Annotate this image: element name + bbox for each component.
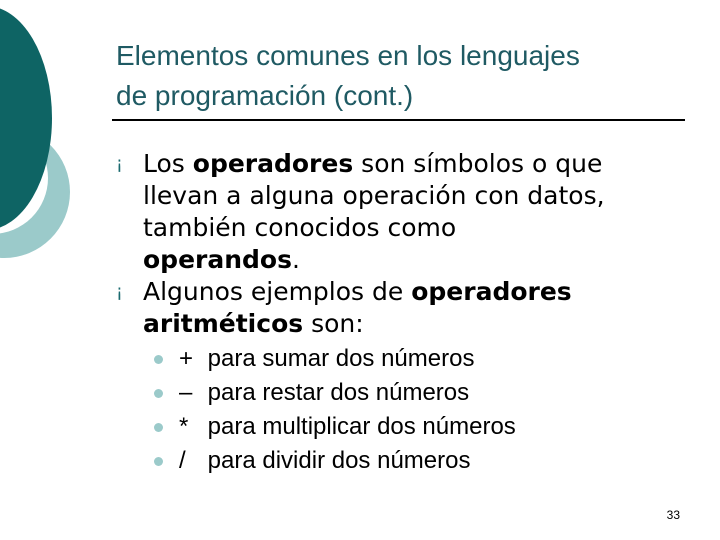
page-number: 33 (666, 508, 680, 522)
operator-item (152, 444, 632, 478)
operator-item (152, 342, 632, 376)
bullet-marker: ¡ (116, 282, 123, 302)
title-line: de programación (cont.) (116, 80, 414, 111)
operator-symbol: / (179, 447, 186, 474)
bullet-list (116, 148, 696, 340)
decorative-circles (0, 0, 80, 290)
operator-symbol: – (179, 379, 193, 406)
slide-title (116, 36, 696, 116)
bullet-line: aritméticos son: (143, 309, 364, 338)
bullet-line: Los operadores son símbolos o que (143, 149, 603, 178)
bullet-dot-icon (154, 423, 163, 432)
operator-item (152, 376, 632, 410)
title-divider (112, 119, 685, 121)
operator-description: para multiplicar dos números (207, 413, 516, 440)
operator-list (152, 342, 632, 478)
bullet-line: también conocidos como (143, 213, 457, 242)
bullet-line: llevan a alguna operación con datos, (143, 181, 605, 210)
bullet-dot-icon (154, 389, 163, 398)
bullet-operadores (116, 148, 696, 276)
operator-symbol: + (179, 345, 194, 372)
bullet-dot-icon (154, 457, 163, 466)
operator-description: para restar dos números (207, 379, 470, 406)
bullet-line: Algunos ejemplos de operadores (143, 277, 572, 306)
operator-symbol: * (179, 413, 189, 440)
bullet-ejemplos (116, 276, 696, 340)
bullet-line: operandos. (143, 245, 300, 274)
operator-description: para dividir dos números (207, 447, 471, 474)
bullet-dot-icon (154, 355, 163, 364)
bullet-marker: ¡ (116, 154, 123, 174)
operator-description: para sumar dos números (207, 345, 475, 372)
operator-item (152, 410, 632, 444)
title-line: Elementos comunes en los lenguajes (116, 40, 580, 71)
